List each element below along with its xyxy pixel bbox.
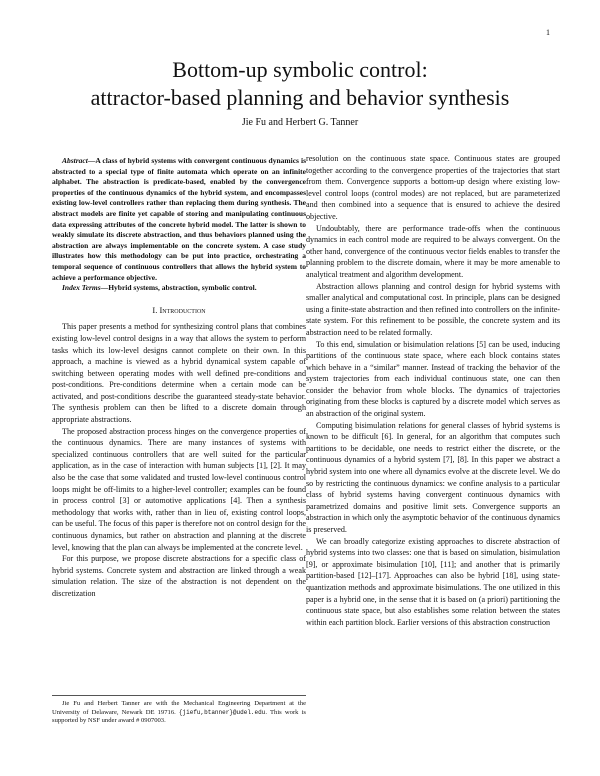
abstract-label: Abstract bbox=[62, 156, 88, 165]
footnote-emails: {jiefu,btanner}@udel.edu bbox=[178, 708, 266, 716]
title-line-1: Bottom-up symbolic control: bbox=[172, 57, 428, 82]
left-paragraph: The proposed abstraction process hinges on the convergence properties of the continuous dynamics. There are many instances of systems with specialized continuous controllers that are well suited for the particular application, as in the case of interaction with human subjects [1], [2]. It may also be the case that some validated and trusted low-level continuous control loops might be off-limits to a higher-level controller; examples can be found in process control [3] or automotive applications [4]. Then a synthesis methodology that works with, rather than in lieu of, existing control loops, can be useful. The focus of this paper is therefore not on control design for the continuous dynamics, but rather on abstraction and planning at the discrete level, knowing that the plan can always be implemented at the concrete level. bbox=[52, 426, 306, 552]
title-line-2: attractor-based planning and behavior synthesis bbox=[90, 85, 510, 110]
left-paragraph: For this purpose, we propose discrete abstractions for a specific class of hybrid systems. Concrete system and abstraction are linked through a weak simulation relation. The size of the abstraction is not dependent on the discretization bbox=[52, 554, 306, 598]
right-paragraph: Undoubtably, there are performance trade-offs when the continuous dynamics in each control mode are required to be always convergent. On the other hand, convergence of the continuous vector fields enables to transfer the planning problem to the discrete domain, where it may be more amenable to analytical treatment and algorithm development. bbox=[306, 223, 560, 279]
index-terms-text: —Hybrid systems, abstraction, symbolic control. bbox=[100, 283, 257, 293]
index-terms bbox=[52, 283, 306, 294]
left-paragraph: This paper presents a method for synthesizing control plans that combines existing low-level control designs in a way that allows the system to perform tasks which its low-level designs cannot complete on their own. In this approach, a machine is viewed as a hybrid dynamical system capable of switching between operating modes with well defined pre-conditions and post-conditions. Pre-conditions determine when a certain mode can be activated, and post-conditions describe the guaranteed steady-state behavior. The synthesis problem can then be lifted to a discrete domain through appropriate abstractions. bbox=[52, 322, 306, 425]
footnote bbox=[52, 695, 306, 726]
right-paragraph: Computing bisimulation relations for general classes of hybrid systems is known to be difficult [6]. In general, for an algorithm that computes such partitions to be decidable, one needs to restrict either the discrete, or the continuous dynamics of a hybrid system [7], [8]. In this paper we abstract a hybrid system into one where all dynamics evolve at the discrete level. We do so by restricting the continuous dynamics: we confine analysis to a particular class of hybrid systems having convergent continuous dynamics with parametrized domains and positive limit sets. Convergence supports an abstraction in which only the asymptotic behavior of the continuous dynamics is preserved. bbox=[306, 420, 560, 534]
right-column bbox=[306, 153, 560, 628]
abstract-text: —A class of hybrid systems with convergent continuous dynamics is abstracted to a special type of finite automata which operate on an infinite alphabet. The abstraction is predicate-based, enabled by the convergence properties of the continuous dynamics of the hybrid system, and encompasses existing low-level controllers rather than replacing them during synthesis. The abstract models are finite yet capable of storing and manipulating continuous data expressing attributes of the concrete hybrid model. The latter is shown to weakly simulate its discrete abstraction, and thus behaviors planned using the abstraction are always implementable on the concrete system. A case study illustrates how this methodology can be put into practice, orchestrating a temporal sequence of continuous controllers that allows the hybrid system to achieve a performance objective. bbox=[52, 156, 306, 282]
left-column bbox=[52, 156, 306, 600]
footnote-part-1: Jie Fu and Herbert Tanner are with the Mechanical Engineering Department at the University of Delaware, Newark DE 19716. bbox=[52, 700, 306, 716]
index-terms-label: Index Terms bbox=[62, 283, 101, 293]
section-heading-introduction: I. Introduction bbox=[152, 304, 206, 315]
right-paragraph: Abstraction allows planning and control design for hybrid systems with smaller analytical and computational cost. In principle, plans can be designed using a finite-state abstraction and then refined into controllers on the infinite-state system. For this refinement to be possible, the concrete system and its abstraction need to be related formally. bbox=[306, 281, 560, 337]
right-paragraph: resolution on the continuous state space. Continuous states are grouped together according to the convergence properties of the trajectories that start from them. Convergence supports a bottom-up design where existing low-level control loops (control modes) are not replaced, but are parameterized and then combined into a sequence that is ensured to achieve the desired objective. bbox=[306, 154, 560, 221]
right-paragraph: We can broadly categorize existing approaches to discrete abstraction of hybrid systems into two classes: one that is based on simulation, bisimulation [9], or approximate bisimulation [10], [11]; and another that is primarily partition-based [12]–[17]. Approaches can also be hybrid [18], using state-quantization methods and approximate bisimulations. The one utilized in this paper is a hybrid one, in the sense that it is based on (a priori) partitioning the continuous state space, but also establishes some relation between the states within each partition block. Earlier versions of this abstraction construction bbox=[306, 536, 560, 627]
right-paragraph: To this end, simulation or bisimulation relations [5] can be used, inducing partitions of the continuous state space, where each block contains states which behave in a “similar” manner. Instead of tracking the behavior of the system trajectories from each individual continuous state, one can then consider the behavior from whole blocks. The dynamics of trajectories originating from these blocks is captured by a discrete model which serves as an abstraction of the original system. bbox=[306, 339, 560, 419]
paper-title bbox=[0, 56, 600, 112]
page-number: 1 bbox=[546, 28, 550, 37]
footnote-part-2: . This work is supported by NSF under award # 0907003. bbox=[52, 708, 306, 725]
abstract bbox=[52, 156, 306, 283]
authors: Jie Fu and Herbert G. Tanner bbox=[241, 117, 359, 128]
